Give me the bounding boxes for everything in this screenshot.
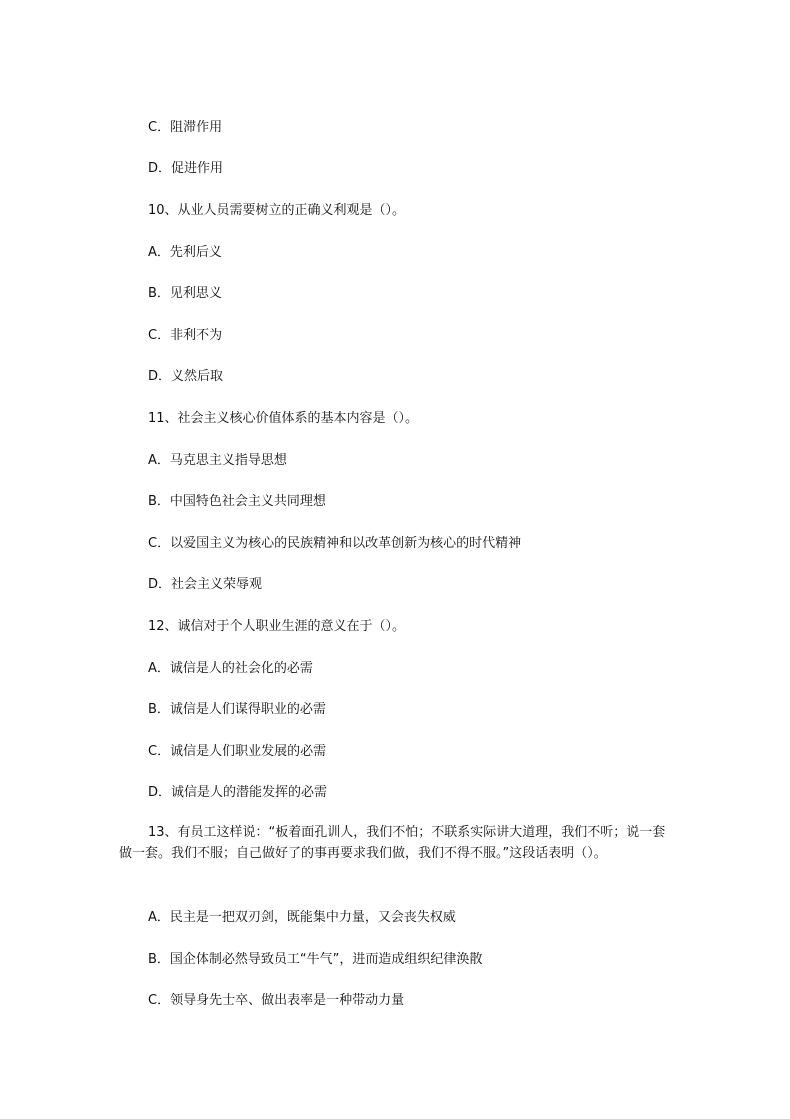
option-b-q12: B．诚信是人们谋得职业的必需 (148, 702, 326, 717)
option-c-q10: C．非利不为 (148, 328, 223, 343)
option-d-q9: D．促进作用 (148, 161, 224, 176)
question-11: 11、社会主义核心价值体系的基本内容是（）。 (148, 411, 419, 426)
option-d-q11: D．社会主义荣辱观 (148, 577, 263, 592)
option-d-q12: D．诚信是人的潜能发挥的必需 (148, 785, 328, 800)
option-c-q13: C．领导身先士卒、做出表率是一种带动力量 (148, 993, 405, 1008)
option-c-q11: C．以爱国主义为核心的民族精神和以改革创新为核心的时代精神 (148, 536, 522, 551)
option-b-q13: B．国企体制必然导致员工“牛气”，进而造成组织纪律涣散 (148, 952, 483, 967)
option-c-q9: C．阻滞作用 (148, 120, 223, 135)
option-d-q10: D．义然后取 (148, 369, 224, 384)
option-b-q10: B．见利思义 (148, 286, 222, 301)
option-c-q12: C．诚信是人们职业发展的必需 (148, 744, 327, 759)
question-12: 12、诚信对于个人职业生涯的意义在于（）。 (148, 619, 406, 634)
question-10: 10、从业人员需要树立的正确义利观是（）。 (148, 203, 406, 218)
option-a-q12: A．诚信是人的社会化的必需 (148, 661, 313, 676)
question-13: 13、有员工这样说：“板着面孔训人，我们不怕；不联系实际讲大道理，我们不听；说一套做一套。我们不服；自己做好了的事再要求我们做，我们不得不服。”这段话表明（）。 (119, 825, 666, 861)
option-b-q11: B．中国特色社会主义共同理想 (148, 494, 326, 509)
option-a-q10: A．先利后义 (148, 245, 222, 260)
option-a-q11: A．马克思主义指导思想 (148, 453, 287, 468)
option-a-q13: A．民主是一把双刃剑，既能集中力量，又会丧失权威 (148, 910, 456, 925)
